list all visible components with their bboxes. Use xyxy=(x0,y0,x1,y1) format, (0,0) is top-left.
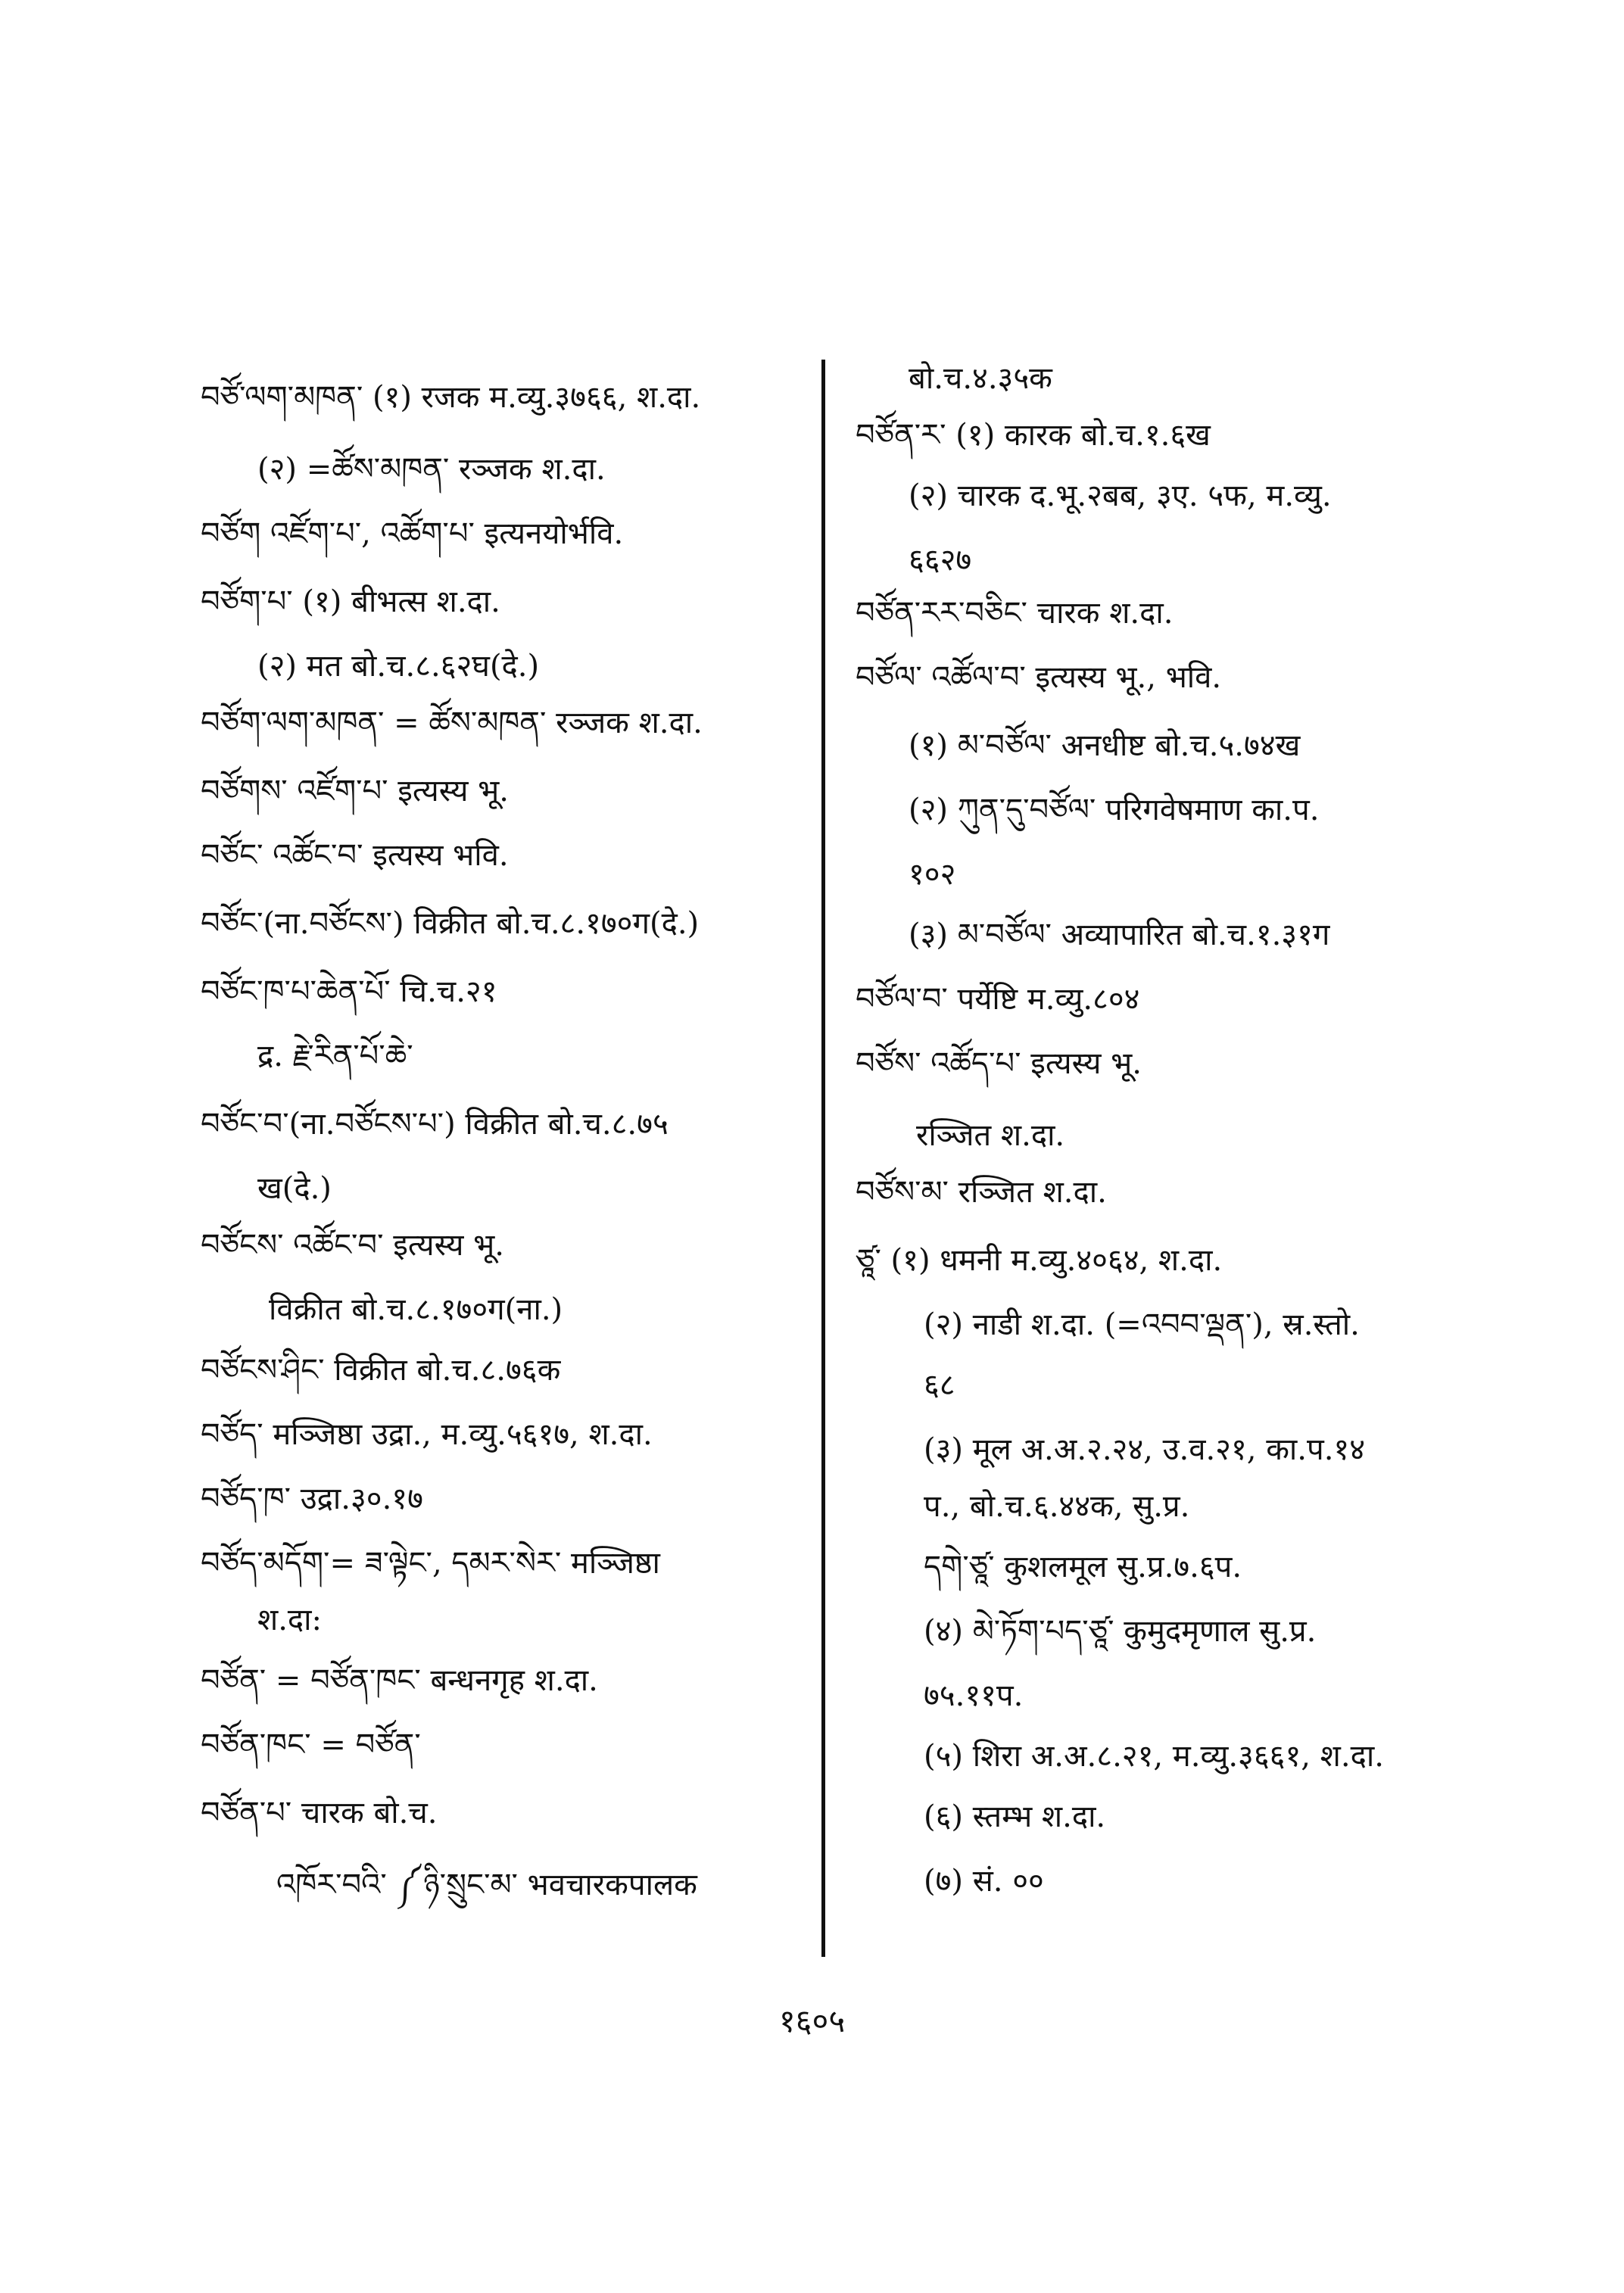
entry-line: བཙོན་ར་ (१) कारक बो.च.१.६ख xyxy=(856,418,1211,453)
entry-line: འཁོར་བའི་ ༼ཉི་སྲུང་མ་ भवचारकपालक xyxy=(276,1868,697,1902)
entry-line: བཙོན་ = བཙོན་ཁང་ बन्धनगृह श.दा. xyxy=(201,1663,598,1698)
column-divider xyxy=(821,360,825,1957)
entry-line: བཙོལ་ འཚོལ་བ་ इत्यस्य भू., भवि. xyxy=(856,660,1222,695)
entry-line: (३) मूल अ.अ.२.२४, उ.व.२१, का.प.१४ xyxy=(924,1432,1366,1467)
entry-line: བཙོངས་ཤིང་ विक्रीत बो.च.८.७६क xyxy=(201,1353,561,1388)
entry-line: प., बो.च.६.४४क, सु.प्र. xyxy=(924,1489,1190,1524)
entry-line: བཙོན་པ་ चारक बो.च. xyxy=(201,1796,438,1830)
entry-line: བཙོས་ འཚོད་པ་ इत्यस्य भू. xyxy=(856,1046,1142,1081)
entry-line: (२) =ཚོས་མཁན་ रञ्जक श.दा. xyxy=(257,452,606,487)
entry-line: བཙོལ་བ་ पर्येष्टि म.व्यु.८०४ xyxy=(856,982,1140,1017)
entry-line: ६८ xyxy=(924,1368,955,1403)
entry-line: (२) मत बो.च.८.६२घ(दे.) xyxy=(257,649,540,684)
entry-line: १०२ xyxy=(909,857,956,892)
entry-line: བཙོད་མདོག་= ཟ་ལྟེང་, དམར་སེར་ मञ्जिष्ठा xyxy=(201,1546,660,1581)
entry-line: བཙོང་ འཚོང་བ་ इत्यस्य भवि. xyxy=(201,838,509,873)
entry-line: བཙོག་པ་ (१) बीभत्स श.दा. xyxy=(201,584,500,619)
entry-line: ६६२७ xyxy=(909,543,972,578)
entry-line: द्र. རྗེ་རིན་པོ་ཆེ་ xyxy=(257,1039,413,1073)
entry-line: བཙོད་ཁ་ उद्रा.३०.१७ xyxy=(201,1481,423,1516)
entry-line: ख(दे.) xyxy=(257,1171,332,1206)
entry-line: བཙོས་མ་ रञ्जित श.दा. xyxy=(856,1175,1107,1210)
entry-line: བཙོ་ལག་མཁན་ (१) रजक म.व्यु.३७६६, श.दा. xyxy=(201,380,701,415)
entry-line: (४) མེ་ཏོག་པད་ཙཱ་ कुमुदमृणाल सु.प्र. xyxy=(924,1614,1317,1649)
entry-line: (२) नाडी श.दा. (=འབབ་ལྡན་), स्र.स्तो. xyxy=(924,1307,1360,1342)
entry-line: བཙོག འཛོག་པ་, འཚོག་པ་ इत्यनयोर्भवि. xyxy=(201,516,624,551)
entry-line: བཙོངས་ འཚོང་བ་ इत्यस्य भू. xyxy=(201,1228,504,1263)
entry-line: (६) स्तम्भ श.दा. xyxy=(924,1799,1106,1834)
entry-line: (३) མ་བཙོལ་ अव्यापारित बो.च.१.३१ग xyxy=(909,918,1330,952)
entry-line: श.दा: xyxy=(257,1603,322,1637)
entry-line: བཙོང་བ་(ना.བཙོངས་པ་) विक्रीत बो.च.८.७५ xyxy=(201,1107,669,1142)
page-number: १६०५ xyxy=(778,2002,846,2039)
entry-line: བཙོན་རར་བཅིང་ चारक श.दा. xyxy=(856,596,1174,631)
entry-line: (२) चारक द.भू.२बब, ३ए. ५फ, म.व्यु. xyxy=(909,478,1332,513)
entry-line: (५) शिरा अ.अ.८.२१, म.व्यु.३६६१, श.दा. xyxy=(924,1739,1384,1774)
entry-line: विक्रीत बो.च.८.१७०ग(ना.) xyxy=(269,1292,563,1327)
entry-line: བཙོན་ཁང་ = བཙོན་ xyxy=(201,1728,421,1762)
entry-line: བཙོང་(ना.བཙོངས་) विक्रीत बो.च.८.१७०ग(दे.) xyxy=(201,906,700,941)
entry-line: བཙོང་ཁ་པ་ཆེན་པོ་ चि.च.२१ xyxy=(201,974,497,1009)
entry-line: བཙོད་ मञ्जिष्ठा उद्रा., म.व्यु.५६१७, श.दा. xyxy=(201,1417,653,1452)
entry-line: बो.च.४.३५क xyxy=(909,361,1052,396)
entry-line: (१) མ་བཙོལ་ अनधीष्ट बो.च.५.७४ख xyxy=(909,728,1301,763)
entry-line: (७) सं. ०० xyxy=(924,1864,1044,1899)
entry-line: བཙོགས་ འཛོག་པ་ इत्यस्य भू. xyxy=(201,774,510,808)
entry-line: དགེ་ཙཱ་ कुशलमूल सु.प्र.७.६प. xyxy=(924,1550,1242,1584)
entry-line: ७५.११प. xyxy=(924,1678,1024,1713)
entry-line: रञ्जित श.दा. xyxy=(916,1118,1065,1153)
entry-line: བཙོག་ལག་མཁན་ = ཚོས་མཁན་ रञ्जक श.दा. xyxy=(201,706,703,740)
entry-line: (२) ཀུན་དུ་བཙོལ་ परिगवेषमाण का.प. xyxy=(909,793,1320,827)
entry-line: ཙཱ་ (१) धमनी म.व्यु.४०६४, श.दा. xyxy=(856,1243,1223,1278)
